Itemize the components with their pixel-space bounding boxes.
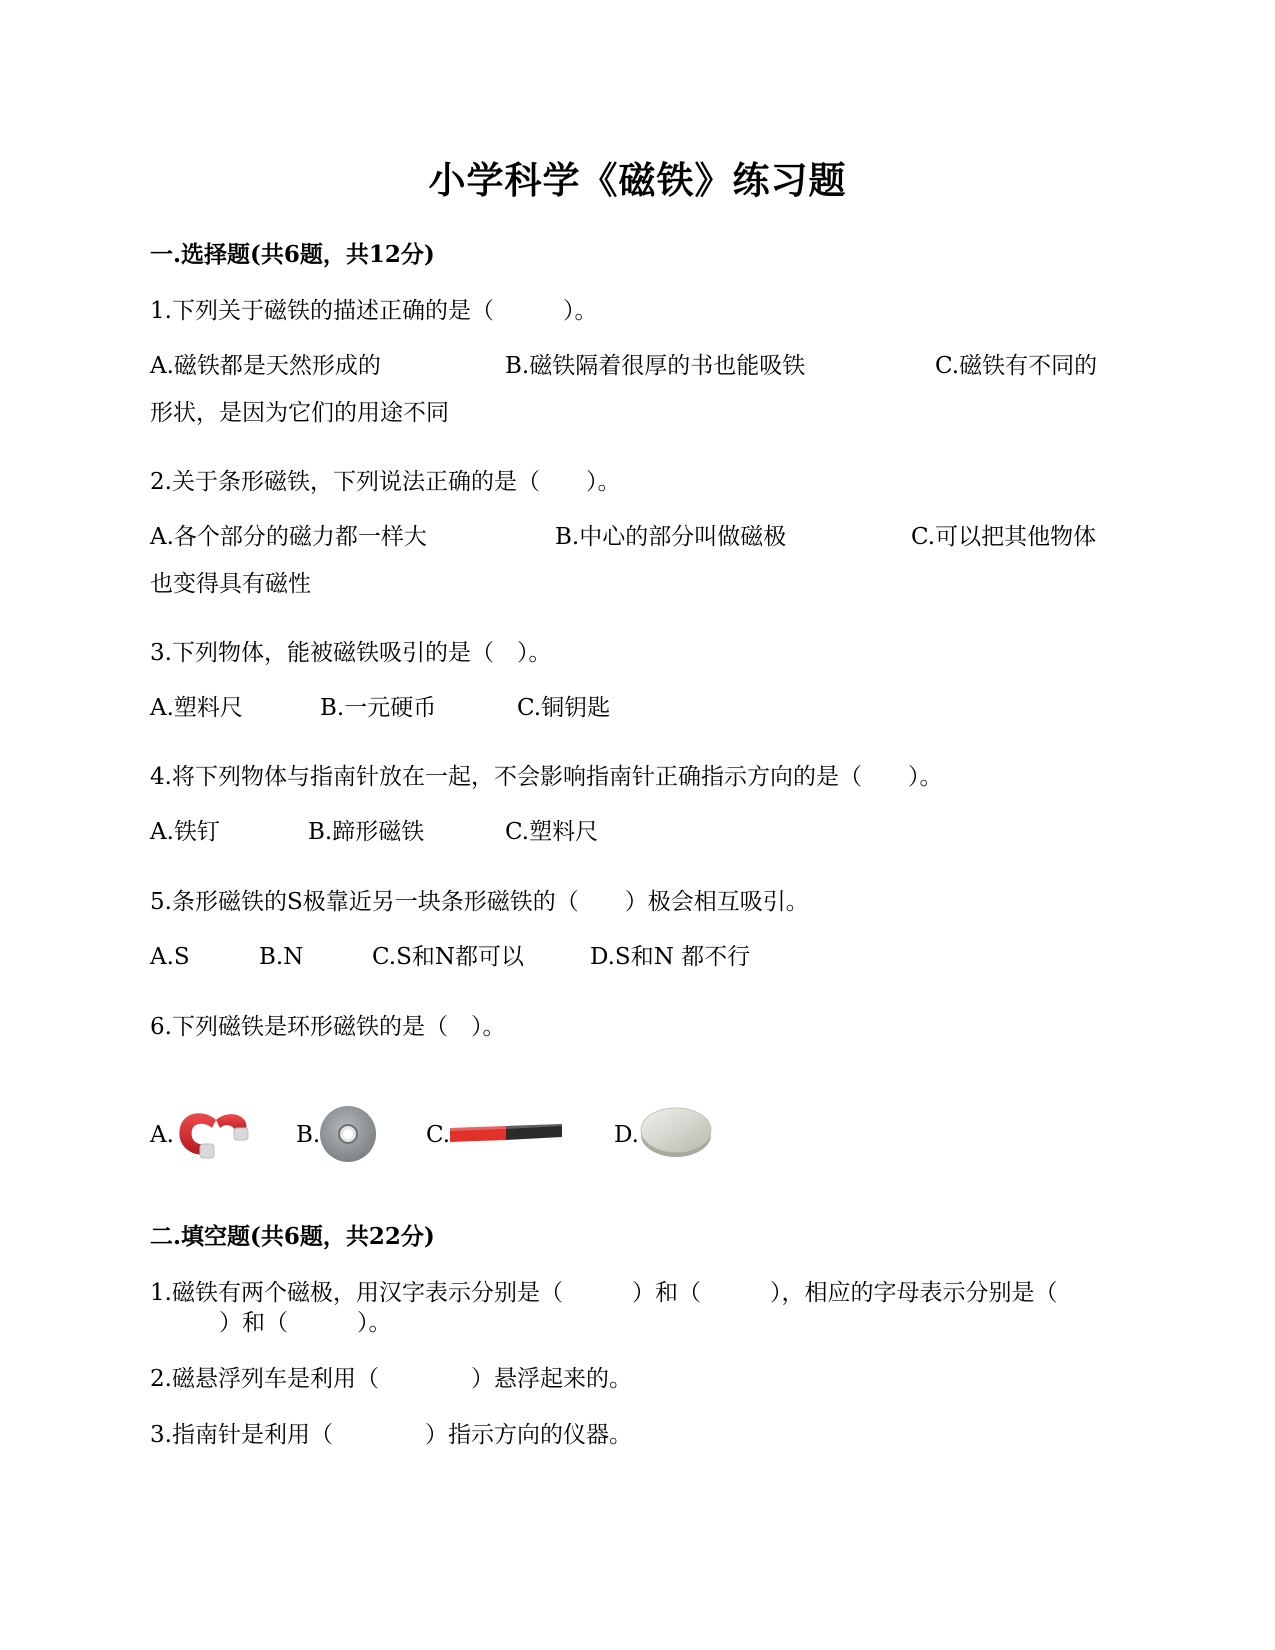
question-5-stem: 5.条形磁铁的S极靠近另一块条形磁铁的（ ）极会相互吸引。	[150, 889, 809, 915]
fill-question-1-line-1: 1.磁铁有两个磁极，用汉字表示分别是（ ）和（ ），相应的字母表示分别是（	[150, 1280, 1058, 1306]
bar-magnet-image	[448, 1122, 564, 1144]
question-6-option-c-label: C.	[426, 1122, 451, 1148]
question-5-option-a: A.S	[150, 944, 190, 970]
question-1-option-c: C.磁铁有不同的	[935, 353, 1098, 379]
question-1-option-c-cont: 形状，是因为它们的用途不同	[150, 400, 449, 426]
page-title: 小学科学《磁铁》练习题	[428, 158, 847, 202]
fill-question-2: 2.磁悬浮列车是利用（ ）悬浮起来的。	[150, 1366, 632, 1392]
section-heading-choice: 一.选择题(共6题，共12分)	[150, 241, 435, 268]
question-3-stem: 3.下列物体，能被磁铁吸引的是（ ）。	[150, 640, 552, 666]
question-2-option-c-cont: 也变得具有磁性	[150, 571, 311, 597]
question-3-option-b: B.一元硬币	[320, 695, 437, 721]
question-4-option-b: B.蹄形磁铁	[308, 819, 425, 845]
question-2-option-b: B.中心的部分叫做磁极	[555, 524, 787, 550]
question-2-option-c: C.可以把其他物体	[911, 524, 1097, 550]
ring-magnet-image	[318, 1104, 378, 1164]
fill-question-3: 3.指南针是利用（ ）指示方向的仪器。	[150, 1422, 632, 1448]
question-4-option-a: A.铁钉	[150, 819, 220, 845]
question-3-option-a: A.塑料尺	[150, 695, 243, 721]
question-1-option-b: B.磁铁隔着很厚的书也能吸铁	[505, 353, 806, 379]
horseshoe-magnet-image	[170, 1102, 252, 1162]
question-6-option-d-label: D.	[614, 1122, 639, 1148]
question-2-option-a: A.各个部分的磁力都一样大	[150, 524, 427, 550]
question-6-option-a-label: A.	[150, 1122, 174, 1148]
question-5-option-d: D.S和N 都不行	[590, 944, 751, 970]
question-1-stem: 1.下列关于磁铁的描述正确的是（ ）。	[150, 298, 598, 324]
question-3-option-c: C.铜钥匙	[517, 695, 611, 721]
question-4-option-c: C.塑料尺	[505, 819, 599, 845]
question-5-option-b: B.N	[259, 944, 304, 970]
question-1-option-a: A.磁铁都是天然形成的	[150, 353, 381, 379]
question-4-stem: 4.将下列物体与指南针放在一起，不会影响指南针正确指示方向的是（ ）。	[150, 764, 943, 790]
section-heading-fill-blank: 二.填空题(共6题，共22分)	[150, 1223, 435, 1250]
disc-magnet-image	[638, 1105, 714, 1159]
question-5-option-c: C.S和N都可以	[372, 944, 524, 970]
question-6-stem: 6.下列磁铁是环形磁铁的是（ ）。	[150, 1014, 506, 1040]
question-2-stem: 2.关于条形磁铁，下列说法正确的是（ ）。	[150, 469, 621, 495]
question-6-option-b-label: B.	[296, 1122, 321, 1148]
fill-question-1-line-2: ）和（ ）。	[150, 1310, 392, 1336]
